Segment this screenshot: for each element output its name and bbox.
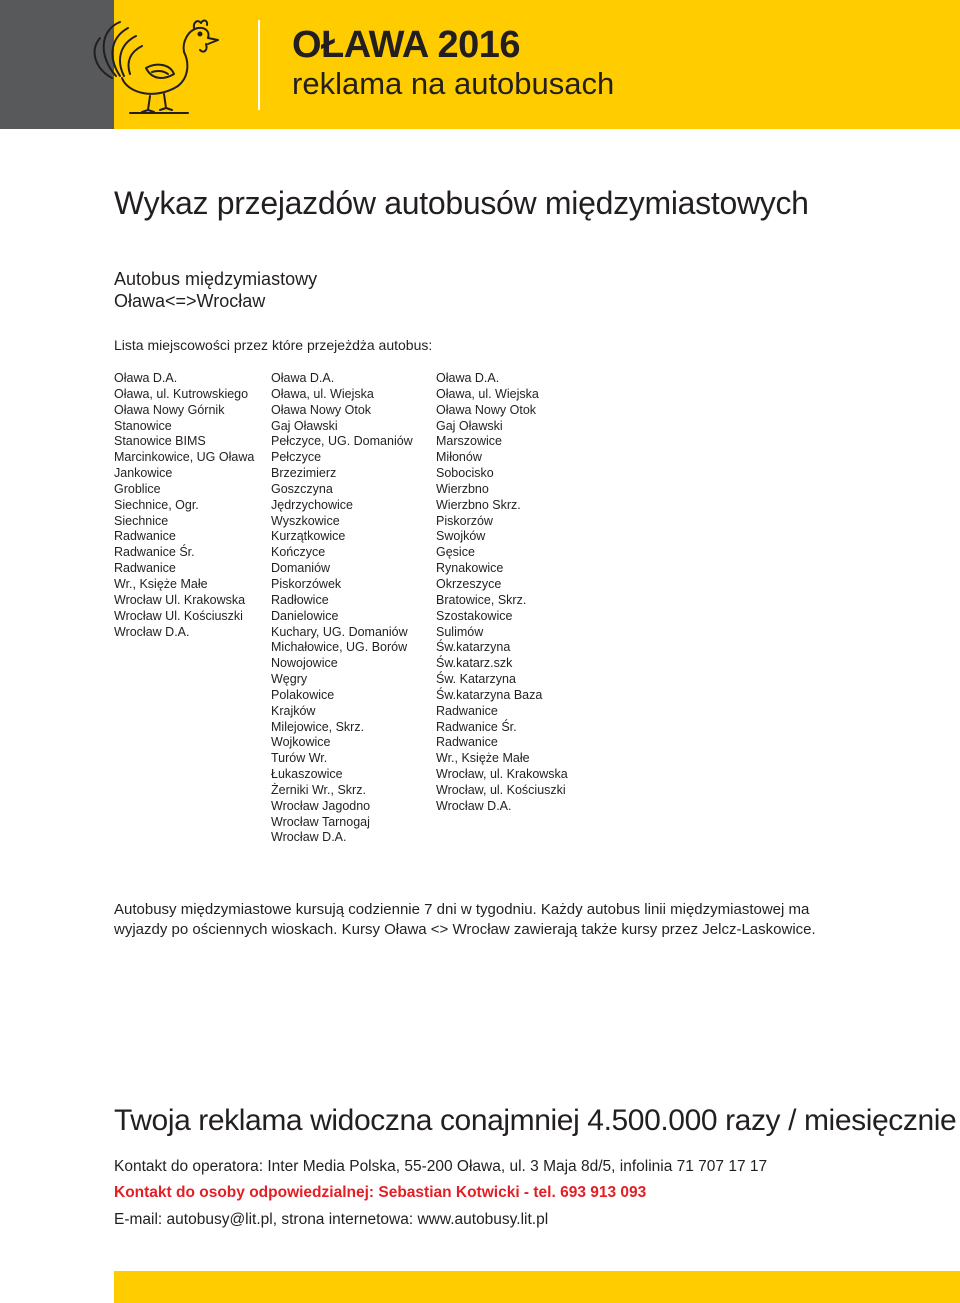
stop-list-item: Św.katarz.szk bbox=[436, 656, 513, 671]
stop-list-item: Siechnice bbox=[114, 513, 169, 528]
stop-list-item: Radłowice bbox=[271, 592, 329, 607]
stop-list-item: Pełczyce bbox=[271, 450, 322, 465]
stop-list-item: Szostakowice bbox=[436, 608, 513, 623]
stop-list-item: Wierzbno bbox=[436, 481, 489, 496]
stop-list-item: Wojkowice bbox=[271, 735, 331, 750]
header-bar bbox=[0, 0, 960, 129]
stop-list-item: Kurzątkowice bbox=[271, 529, 346, 544]
responsible-contact: Kontakt do osoby odpowiedzialnej: Sebastian Kotwicki - tel. 693 913 093 bbox=[114, 1184, 647, 1201]
stop-list-item: Milejowice, Skrz. bbox=[271, 719, 365, 734]
stop-list-item: Oława D.A. bbox=[436, 371, 500, 385]
header-title: OŁAWA 2016 bbox=[292, 24, 521, 66]
stop-list-item: Wrocław, ul. Krakowska bbox=[436, 767, 568, 782]
route-label: Autobus międzymiastowy bbox=[114, 269, 318, 289]
stop-list-item: Marszowice bbox=[436, 434, 502, 449]
stop-list-item: Brzezimierz bbox=[271, 466, 337, 481]
stop-list-item: Św.katarzyna bbox=[436, 640, 511, 655]
stop-list-item: Gęsice bbox=[436, 545, 475, 560]
stop-list-item: Jędrzychowice bbox=[271, 497, 353, 512]
stop-list-item: Bratowice, Skrz. bbox=[436, 592, 527, 607]
header-subtitle: reklama na autobusach bbox=[292, 66, 615, 101]
stops-column-3 bbox=[436, 371, 568, 815]
stop-list-item: Gaj Oławski bbox=[436, 418, 503, 433]
stop-list-item: Radwanice Śr. bbox=[114, 545, 195, 560]
stop-list-item: Michałowice, UG. Borów bbox=[271, 640, 408, 655]
stop-list-item: Polakowice bbox=[271, 687, 335, 702]
stop-list-item: Jankowice bbox=[114, 466, 173, 481]
operator-contact: Kontakt do operatora: Inter Media Polska, 55-200 Oława, ul. 3 Maja 8d/5, infolinia 71 707 17 17 bbox=[114, 1158, 768, 1175]
route-name: Oława<=>Wrocław bbox=[114, 291, 266, 311]
stop-list-item: Goszczyna bbox=[271, 481, 333, 496]
stop-list-item: Swojków bbox=[436, 529, 486, 544]
stop-list-item: Piskorzówek bbox=[271, 576, 342, 591]
page-title: Wykaz przejazdów autobusów międzymiastowych bbox=[114, 185, 809, 221]
header-divider bbox=[258, 20, 260, 110]
stop-list-item: Radwanice bbox=[436, 735, 498, 750]
stop-list-item: Groblice bbox=[114, 481, 161, 496]
schedule-note: Autobusy międzymiastowe kursują codziennie 7 dni w tygodniu. Każdy autobus linii międzymiastowej ma wyjazdy po ościennych wioskach. Kursy Oława <> Wrocław zawierają także kursy przez Jelcz-Laskowice. bbox=[114, 901, 816, 938]
stop-list-item: Sulimów bbox=[436, 624, 484, 639]
stops-column-2 bbox=[271, 371, 413, 846]
stop-list-item: Wrocław D.A. bbox=[271, 830, 347, 845]
stop-list-item: Danielowice bbox=[271, 608, 339, 623]
stop-list-item: Oława D.A. bbox=[114, 371, 178, 385]
stop-list-item: Radwanice Śr. bbox=[436, 719, 517, 734]
footer-yellow-bar bbox=[114, 1271, 960, 1303]
stop-list-item: Nowojowice bbox=[271, 656, 338, 671]
stop-list-item: Wrocław D.A. bbox=[436, 798, 512, 813]
stop-list-item: Pełczyce, UG. Domaniów bbox=[271, 434, 413, 449]
stop-list-item: Rynakowice bbox=[436, 561, 504, 576]
stop-list-item: Węgry bbox=[271, 672, 308, 687]
stop-list-item: Wrocław Tarnogaj bbox=[271, 814, 370, 829]
stop-list-item: Gaj Oławski bbox=[271, 418, 338, 433]
stop-list-item: Oława, ul. Wiejska bbox=[271, 386, 374, 401]
stop-list-item: Wrocław Ul. Kościuszki bbox=[114, 608, 243, 623]
stop-list-item: Żerniki Wr., Skrz. bbox=[271, 782, 366, 797]
stop-list-item: Oława D.A. bbox=[271, 371, 335, 385]
email-website: E-mail: autobusy@lit.pl, strona internetowa: www.autobusy.lit.pl bbox=[114, 1211, 549, 1228]
stop-list-item: Oława Nowy Górnik bbox=[114, 402, 225, 417]
stop-list-item: Oława, ul. Wiejska bbox=[436, 386, 539, 401]
stop-list-item: Krajków bbox=[271, 703, 316, 718]
stop-list-item: Wierzbno Skrz. bbox=[436, 497, 521, 512]
stops-column-1 bbox=[114, 371, 254, 640]
stop-list-item: Radwanice bbox=[114, 529, 176, 544]
stop-list-item: Turów Wr. bbox=[271, 751, 328, 766]
promo-headline: Twoja reklama widoczna conajmniej 4.500.000 razy / miesięcznie bbox=[114, 1104, 957, 1137]
stop-list-item: Okrzeszyce bbox=[436, 576, 502, 591]
stop-list-item: Radwanice bbox=[436, 703, 498, 718]
stop-list-item: Wr., Księże Małe bbox=[114, 576, 208, 591]
stop-list-item: Wrocław D.A. bbox=[114, 624, 190, 639]
stop-list-item: Łukaszowice bbox=[271, 767, 343, 782]
stop-list-item: Wrocław Jagodno bbox=[271, 798, 371, 813]
stop-list-item: Kończyce bbox=[271, 545, 326, 560]
stop-list-item: Siechnice, Ogr. bbox=[114, 497, 199, 512]
stop-list-item: Kuchary, UG. Domaniów bbox=[271, 624, 408, 639]
stop-list-item: Wyszkowice bbox=[271, 513, 340, 528]
stop-list-item: Św.katarzyna Baza bbox=[436, 687, 543, 702]
rooster-icon bbox=[38, 16, 238, 116]
stop-list-item: Oława Nowy Otok bbox=[436, 402, 537, 417]
header-yellow-panel bbox=[114, 0, 960, 129]
stop-list-item: Domaniów bbox=[271, 561, 331, 576]
stop-list-item: Wrocław, ul. Kościuszki bbox=[436, 782, 566, 797]
stop-list-item: Piskorzów bbox=[436, 513, 493, 528]
stop-list-item: Św. Katarzyna bbox=[436, 672, 516, 687]
stop-list-item: Stanowice BIMS bbox=[114, 434, 206, 449]
stop-list-item: Oława Nowy Otok bbox=[271, 402, 372, 417]
stop-list-item: Marcinkowice, UG Oława bbox=[114, 450, 255, 465]
stop-list-item: Oława, ul. Kutrowskiego bbox=[114, 386, 249, 401]
stop-list-item: Sobocisko bbox=[436, 466, 494, 481]
stop-list-item: Wrocław Ul. Krakowska bbox=[114, 592, 246, 607]
stop-list-item: Miłonów bbox=[436, 450, 482, 465]
stop-list-item: Radwanice bbox=[114, 561, 176, 576]
stops-list-heading: Lista miejscowości przez które przejeżdża autobus: bbox=[114, 337, 433, 353]
stop-list-item: Stanowice bbox=[114, 418, 172, 433]
stop-list-item: Wr., Księże Małe bbox=[436, 751, 530, 766]
